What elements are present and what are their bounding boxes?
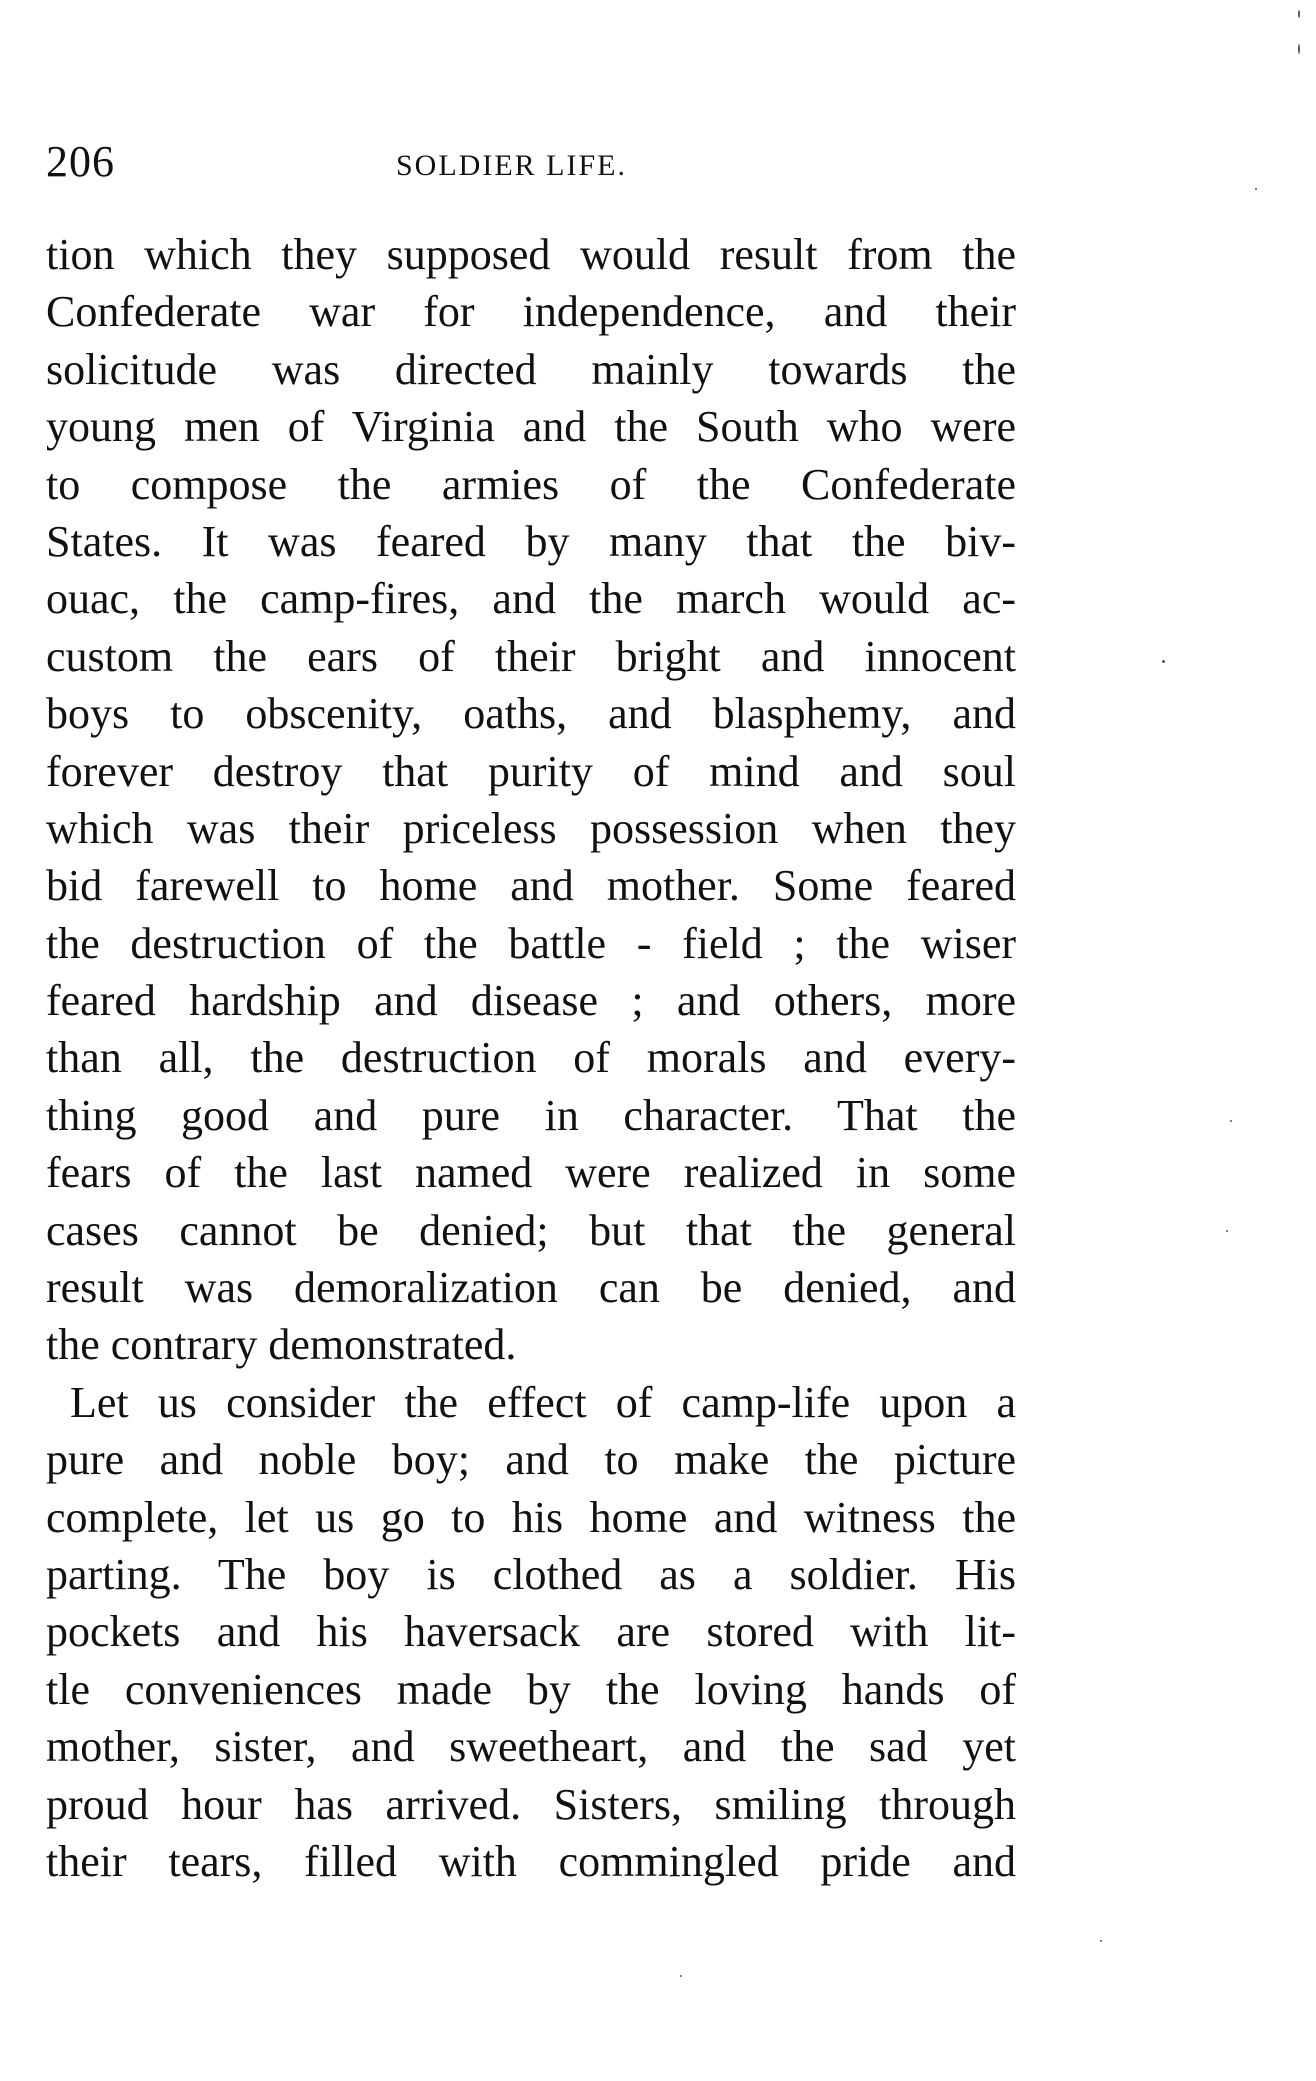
scan-speck	[1226, 1230, 1228, 1232]
scan-speck	[1100, 1940, 1102, 1942]
text-line: fears of the last named were realized in some	[46, 1148, 1016, 1198]
paragraph-1	[46, 226, 1016, 1374]
text-line: ouac, the camp-fires, and the march would ac-	[46, 574, 1016, 624]
text-line: thing good and pure in character. That the	[46, 1090, 1016, 1140]
text-line: pure and noble boy; and to make the picture	[46, 1435, 1016, 1485]
text-line: pockets and his haversack are stored with lit-	[46, 1607, 1016, 1657]
scan-speck	[1298, 44, 1300, 54]
text-line: Confederate war for independence, and their	[46, 287, 1016, 337]
text-line: bid farewell to home and mother. Some feared	[46, 861, 1016, 911]
scan-speck	[1298, 10, 1300, 18]
text-line: tion which they supposed would result from the	[46, 230, 1016, 279]
text-line: boys to obscenity, oaths, and blasphemy, and	[46, 689, 1016, 739]
scan-speck	[1255, 188, 1257, 190]
text-line: mother, sister, and sweetheart, and the sad yet	[46, 1722, 1016, 1772]
scan-speck	[1162, 660, 1165, 663]
text-line: the destruction of the battle - field ; the wiser	[46, 918, 1016, 968]
text-line: the contrary demonstrated.	[46, 1320, 517, 1370]
text-line: parting. The boy is clothed as a soldier. His	[46, 1549, 1016, 1599]
text-line: young men of Virginia and the South who were	[46, 402, 1016, 452]
text-line: custom the ears of their bright and innocent	[46, 631, 1016, 681]
text-line: than all, the destruction of morals and every-	[46, 1033, 1016, 1083]
page-number: 206	[46, 137, 115, 186]
text-line: result was demoralization can be denied, and	[46, 1263, 1016, 1313]
running-title: SOLDIER LIFE.	[396, 149, 627, 182]
paragraph-2	[46, 1374, 1016, 1891]
text-line: forever destroy that purity of mind and soul	[46, 746, 1016, 796]
text-line: cases cannot be denied; but that the general	[46, 1205, 1016, 1255]
text-line: solicitude was directed mainly towards the	[46, 344, 1016, 394]
text-line: complete, let us go to his home and witness the	[46, 1492, 1016, 1542]
text-line: Let us consider the effect of camp-life upon a	[70, 1377, 1016, 1427]
scan-speck	[680, 1975, 682, 1977]
scan-speck	[1230, 1120, 1232, 1122]
body-text	[46, 226, 1016, 1890]
running-head	[46, 132, 1016, 192]
text-line: their tears, filled with commingled pride and	[46, 1836, 1016, 1886]
text-line: to compose the armies of the Confederate	[46, 459, 1016, 509]
text-line: tle conveniences made by the loving hands of	[46, 1664, 1016, 1714]
text-line: which was their priceless possession when they	[46, 803, 1016, 853]
text-line: feared hardship and disease ; and others, more	[46, 976, 1016, 1026]
text-line: proud hour has arrived. Sisters, smiling through	[46, 1779, 1016, 1829]
text-line: States. It was feared by many that the biv-	[46, 516, 1016, 566]
